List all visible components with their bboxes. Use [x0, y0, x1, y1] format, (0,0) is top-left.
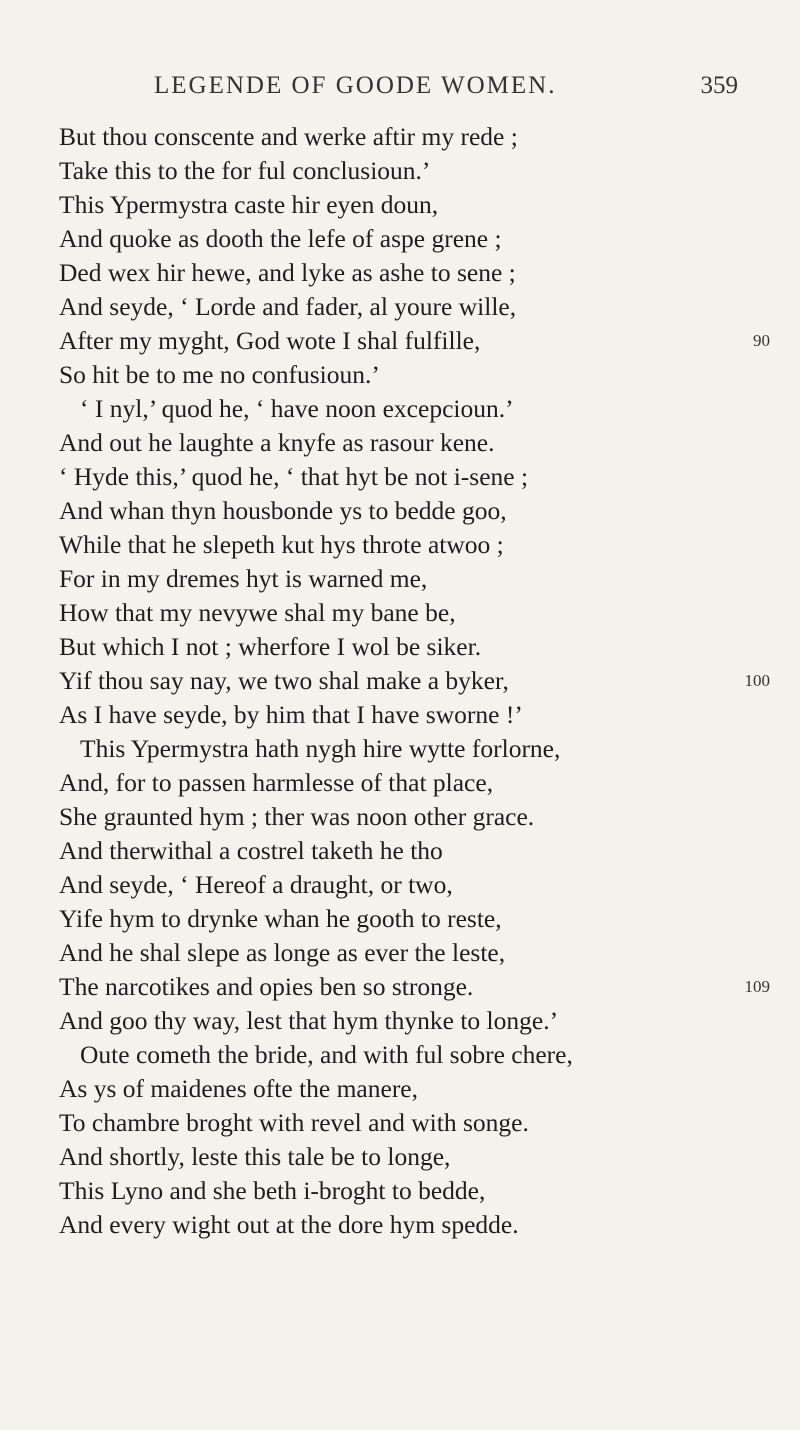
verse-line: [0, 1038, 800, 1072]
verse-text: After my myght, God wote I shal fulfille,: [59, 326, 481, 355]
verse-line: [0, 562, 800, 596]
verse-line: [0, 698, 800, 732]
verse-text: And shortly, leste this tale be to longe,: [59, 1142, 451, 1171]
verse-line: [0, 1208, 800, 1242]
running-head: [0, 72, 800, 112]
verse-line: [0, 528, 800, 562]
verse-line: [0, 460, 800, 494]
verse-line: [0, 494, 800, 528]
verse-line: [0, 936, 800, 970]
verse-text: ‘ I nyl,’ quod he, ‘ have noon excepcioun.’: [80, 394, 514, 423]
running-title: LEGENDE OF GOODE WOMEN.: [154, 72, 557, 99]
verse-line: [0, 426, 800, 460]
verse-text: As I have seyde, by him that I have sworne !’: [59, 700, 523, 729]
verse-line: [0, 800, 800, 834]
verse-line: [0, 630, 800, 664]
verse-line: [0, 596, 800, 630]
verse-text: And seyde, ‘ Hereof a draught, or two,: [59, 870, 453, 899]
verse-text: For in my dremes hyt is warned me,: [59, 564, 428, 593]
verse-text: So hit be to me no confusioun.’: [59, 360, 380, 389]
verse-line: [0, 290, 800, 324]
line-number: 90: [753, 331, 770, 350]
verse-text: How that my nevywe shal my bane be,: [59, 598, 456, 627]
verse-line: [0, 1004, 800, 1038]
verse-text: Ded wex hir hewe, and lyke as ashe to sene ;: [59, 258, 516, 287]
verse-line: [0, 1174, 800, 1208]
verse-text: This Ypermystra hath nygh hire wytte forlorne,: [80, 734, 561, 763]
verse-line: [0, 664, 800, 698]
verse-line: [0, 154, 800, 188]
verse-text: This Lyno and she beth i-broght to bedde,: [59, 1176, 486, 1205]
verse-text: Take this to the for ful conclusioun.’: [59, 156, 431, 185]
verse-text: And goo thy way, lest that hym thynke to longe.’: [59, 1006, 559, 1035]
verse-text: Yif thou say nay, we two shal make a byker,: [59, 666, 509, 695]
verse-line: [0, 222, 800, 256]
verse-line: [0, 358, 800, 392]
verse-text: And quoke as dooth the lefe of aspe grene ;: [59, 224, 502, 253]
verse-line: [0, 188, 800, 222]
verse-text: And whan thyn housbonde ys to bedde goo,: [59, 496, 507, 525]
verse-line: [0, 1106, 800, 1140]
verse-line: [0, 120, 800, 154]
verse-text: Oute cometh the bride, and with ful sobre chere,: [80, 1040, 573, 1069]
verse-line: [0, 766, 800, 800]
verse-text: And therwithal a costrel taketh he tho: [59, 836, 443, 865]
verse-text: She graunted hym ; ther was noon other grace.: [59, 802, 535, 831]
verse-text: The narcotikes and opies ben so stronge.: [59, 972, 474, 1001]
verse-text: This Ypermystra caste hir eyen doun,: [59, 190, 439, 219]
poem-body: [0, 120, 800, 1242]
verse-text: As ys of maidenes ofte the manere,: [59, 1074, 419, 1103]
verse-text: But thou conscente and werke aftir my rede ;: [59, 122, 518, 151]
verse-line: [0, 868, 800, 902]
verse-line: [0, 834, 800, 868]
verse-text: ‘ Hyde this,’ quod he, ‘ that hyt be not i-sene ;: [59, 462, 529, 491]
verse-text: And every wight out at the dore hym spedde.: [59, 1210, 519, 1239]
verse-line: [0, 1072, 800, 1106]
verse-line: [0, 256, 800, 290]
line-number: 109: [744, 977, 770, 996]
line-number: 100: [744, 671, 770, 690]
verse-text: And seyde, ‘ Lorde and fader, al youre wille,: [59, 292, 517, 321]
verse-text: Yife hym to drynke whan he gooth to reste,: [59, 904, 502, 933]
verse-text: And out he laughte a knyfe as rasour kene.: [59, 428, 495, 457]
verse-text: And, for to passen harmlesse of that place,: [59, 768, 494, 797]
verse-line: [0, 970, 800, 1004]
verse-line: [0, 902, 800, 936]
verse-text: But which I not ; wherfore I wol be siker.: [59, 632, 482, 661]
page-number: 359: [700, 72, 738, 99]
verse-text: To chambre broght with revel and with songe.: [59, 1108, 529, 1137]
verse-line: [0, 392, 800, 426]
verse-text: And he shal slepe as longe as ever the leste,: [59, 938, 506, 967]
verse-line: [0, 324, 800, 358]
verse-line: [0, 1140, 800, 1174]
verse-text: While that he slepeth kut hys throte atwoo ;: [59, 530, 504, 559]
verse-line: [0, 732, 800, 766]
